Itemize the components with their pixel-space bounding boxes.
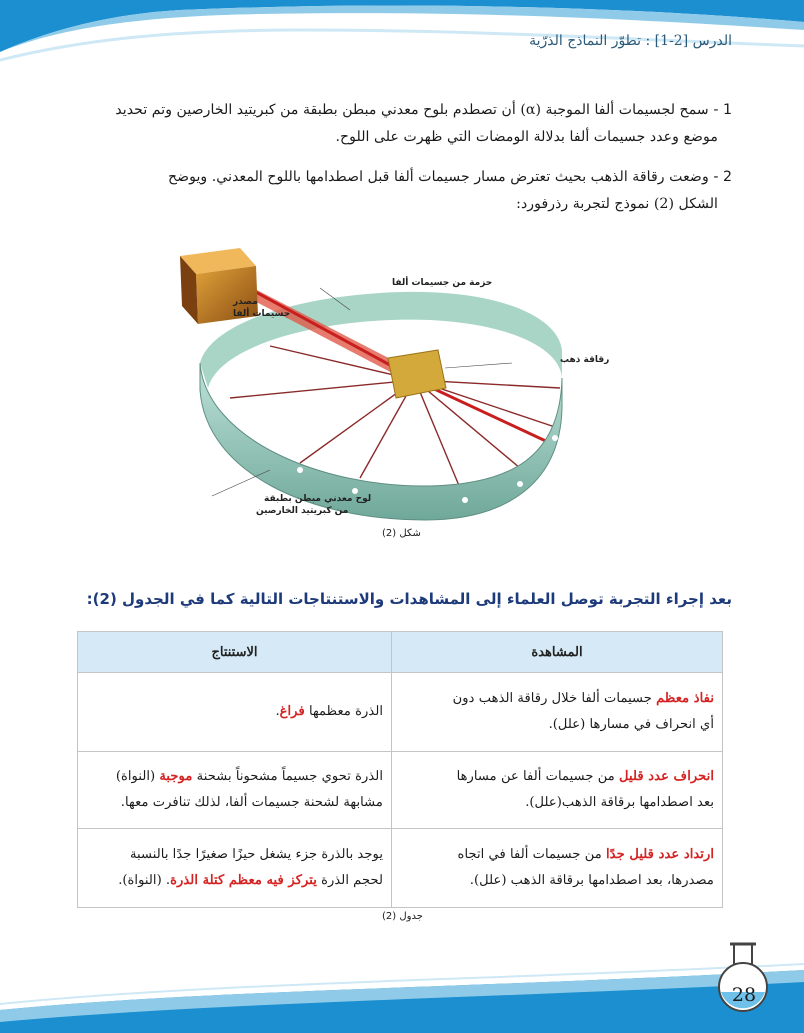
paragraph-2-line-1	[72, 164, 732, 191]
alpha-symbol: α	[525, 102, 536, 118]
paragraph-2	[72, 164, 732, 218]
observation-cell: انحراف عدد قليل من جسيمات ألفا عن مسارها بعد اصطدامها برقاقة الذهب(علل).	[392, 752, 723, 829]
conclusion-cell: الذرة تحوي جسيماً مشحوناً بشحنة موجبة (النواة) مشابهة لشحنة جسيمات ألفا، لذلك تنافرت معها.	[78, 752, 392, 829]
observation-cell: نفاذ معظم جسيمات ألفا خلال رقاقة الذهب دون أي انحراف في مسارها (علل).	[392, 673, 723, 752]
source-label: مصدر	[233, 297, 258, 307]
foil-label: رقاقة ذهب	[560, 355, 610, 365]
paragraph-2-text: وضعت رقاقة الذهب بحيث تعترض مسار جسيمات ألفا قبل اصطدامها باللوح المعدني. ويوضح	[167, 169, 709, 185]
section-heading: بعد إجراء التجربة توصل العلماء إلى المشاهدات والاستنتاجات التالية كما في الجدول (2):	[86, 590, 732, 608]
paragraph-1-number: 1 -	[713, 102, 732, 118]
paragraph-1	[72, 97, 732, 151]
paragraph-1-line-2: موضع وعدد جسيمات ألفا بدلالة الومضات التي ظهرت على اللوح.	[335, 129, 718, 145]
paragraph-1-text-a: سمح لجسيمات ألفا الموجبة (	[535, 102, 709, 118]
header-observation: المشاهدة	[392, 632, 723, 673]
source-label-2: جسيمات ألفا	[233, 309, 291, 319]
table-row	[78, 673, 723, 752]
observation-cell: ارتداد عدد قليل جدًا من جسيمات ألفا في اتجاه مصدرها، بعد اصطدامها برقاقة الذهب (علل).	[392, 829, 723, 908]
beam-label: حزمة من جسيمات ألفا	[392, 278, 493, 288]
page-number: 28	[731, 984, 757, 1006]
footer-wave-decoration	[0, 960, 804, 1033]
conclusion-cell: الذرة معظمها فراغ.	[78, 673, 392, 752]
rutherford-experiment-figure	[160, 238, 610, 528]
paragraph-1-line-1	[72, 97, 732, 124]
paragraph-2-line-2: الشكل (2) نموذج لتجربة رذرفورد:	[516, 196, 718, 212]
table-caption: جدول (2)	[382, 911, 423, 922]
plate-label: لوح معدني مبطن بطبقة	[264, 494, 372, 504]
table-row	[78, 752, 723, 829]
figure-caption: شكل (2)	[382, 528, 421, 539]
header-conclusion: الاستنتاج	[78, 632, 392, 673]
plate-label-2: من كبريتيد الخارصين	[256, 506, 349, 516]
paragraph-1-text-b: ) أن تصطدم بلوح معدني مبطن بطبقة من كبريتيد الخارصين وتم تحديد	[115, 102, 526, 118]
conclusion-cell: يوجد بالذرة جزء يشغل حيزًا صغيرًا جدًا بالنسبة لحجم الذرة يتركز فيه معظم كتلة الذرة. (النواة).	[78, 829, 392, 908]
paragraph-2-number: 2 -	[713, 169, 732, 185]
table-row	[78, 829, 723, 908]
observations-table	[77, 631, 723, 908]
table-header-row	[78, 632, 723, 673]
lesson-header: الدرس [2-1] : تطوّر النماذج الذرّية	[529, 33, 732, 49]
